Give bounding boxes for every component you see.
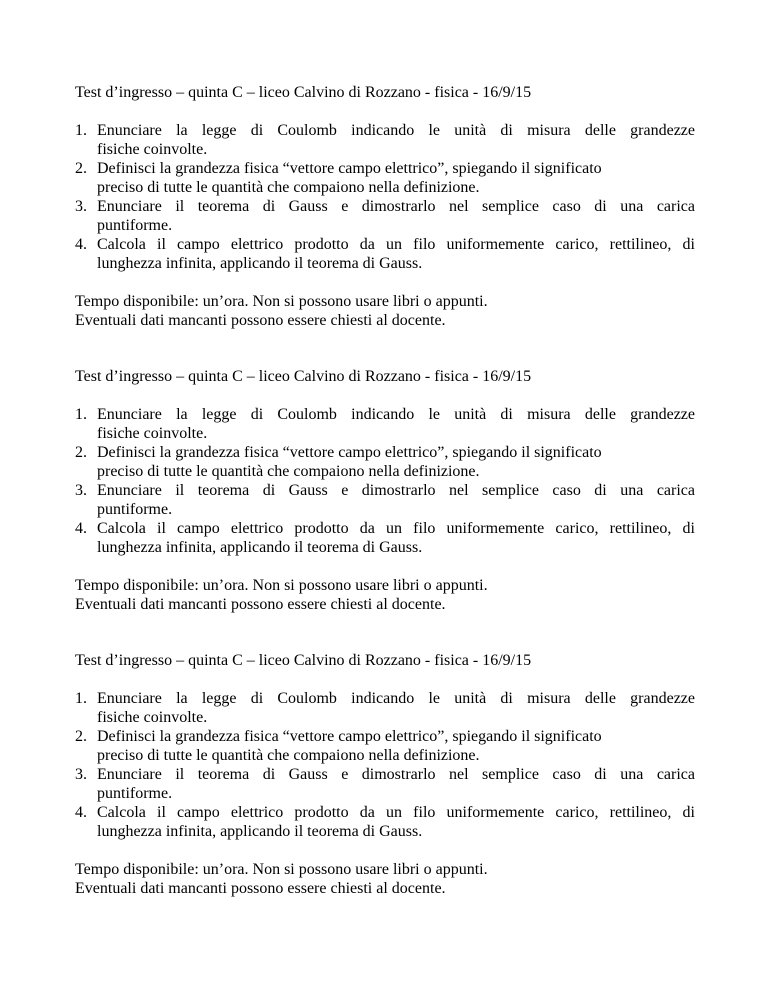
question-text <box>97 159 695 197</box>
question-list <box>75 121 695 273</box>
instructions <box>75 576 695 614</box>
question-item-1 <box>75 405 695 443</box>
question-item-4 <box>75 235 695 273</box>
question-number: 2. <box>75 728 87 745</box>
question-line: Calcola il campo elettrico prodotto da un filo uniformemente carico, rettilineo, di <box>97 236 695 253</box>
question-text <box>97 405 695 443</box>
question-list <box>75 689 695 841</box>
question-number: 3. <box>75 198 87 215</box>
question-line: fisiche coinvolte. <box>97 709 208 726</box>
test-title: Test d’ingresso – quinta C – liceo Calvino di Rozzano - fisica - 16/9/15 <box>75 368 532 385</box>
question-line: Enunciare la legge di Coulomb indicando le unità di misura delle grandezze <box>97 122 695 139</box>
question-number: 1. <box>75 406 87 423</box>
question-line: Calcola il campo elettrico prodotto da un filo uniformemente carico, rettilineo, di <box>97 804 695 821</box>
question-number: 3. <box>75 766 87 783</box>
question-text <box>97 727 695 765</box>
question-line: Definisci la grandezza fisica “vettore campo elettrico”, spiegando il significato <box>97 728 602 745</box>
missing-data-note: Eventuali dati mancanti possono essere chiesti al docente. <box>75 596 446 613</box>
question-number: 3. <box>75 482 87 499</box>
question-item-4 <box>75 803 695 841</box>
question-number: 4. <box>75 520 87 537</box>
question-line: Enunciare la legge di Coulomb indicando le unità di misura delle grandezze <box>97 406 695 423</box>
question-item-1 <box>75 689 695 727</box>
test-copy-2 <box>75 367 695 614</box>
question-text <box>97 519 695 557</box>
question-line: Definisci la grandezza fisica “vettore campo elettrico”, spiegando il significato <box>97 444 602 461</box>
question-text <box>97 121 695 159</box>
time-note: Tempo disponibile: un’ora. Non si possono usare libri o appunti. <box>75 293 488 310</box>
question-line: lunghezza infinita, applicando il teorema di Gauss. <box>97 823 423 840</box>
question-item-1 <box>75 121 695 159</box>
question-line: Calcola il campo elettrico prodotto da un filo uniformemente carico, rettilineo, di <box>97 520 695 537</box>
test-copy-3 <box>75 651 695 898</box>
question-line: lunghezza infinita, applicando il teorema di Gauss. <box>97 255 423 272</box>
question-number: 2. <box>75 444 87 461</box>
time-note: Tempo disponibile: un’ora. Non si possono usare libri o appunti. <box>75 861 488 878</box>
question-text <box>97 803 695 841</box>
question-text <box>97 235 695 273</box>
question-number: 1. <box>75 690 87 707</box>
question-line: Enunciare il teorema di Gauss e dimostrarlo nel semplice caso di una carica <box>97 482 695 499</box>
question-line: puntiforme. <box>97 785 173 802</box>
question-item-2 <box>75 727 695 765</box>
question-text <box>97 689 695 727</box>
question-item-4 <box>75 519 695 557</box>
instructions <box>75 292 695 330</box>
missing-data-note: Eventuali dati mancanti possono essere chiesti al docente. <box>75 312 446 329</box>
question-item-3 <box>75 197 695 235</box>
question-item-3 <box>75 481 695 519</box>
missing-data-note: Eventuali dati mancanti possono essere chiesti al docente. <box>75 880 446 897</box>
test-title: Test d’ingresso – quinta C – liceo Calvino di Rozzano - fisica - 16/9/15 <box>75 652 532 669</box>
question-number: 1. <box>75 122 87 139</box>
instructions <box>75 860 695 898</box>
time-note: Tempo disponibile: un’ora. Non si possono usare libri o appunti. <box>75 577 488 594</box>
question-item-2 <box>75 159 695 197</box>
question-line: puntiforme. <box>97 217 173 234</box>
question-item-3 <box>75 765 695 803</box>
question-line: Definisci la grandezza fisica “vettore campo elettrico”, spiegando il significato <box>97 160 602 177</box>
question-number: 2. <box>75 160 87 177</box>
test-copy-1 <box>75 83 695 330</box>
question-line: puntiforme. <box>97 501 173 518</box>
question-line: fisiche coinvolte. <box>97 141 208 158</box>
question-number: 4. <box>75 804 87 821</box>
question-item-2 <box>75 443 695 481</box>
question-text <box>97 443 695 481</box>
question-line: lunghezza infinita, applicando il teorema di Gauss. <box>97 539 423 556</box>
question-line: Enunciare la legge di Coulomb indicando le unità di misura delle grandezze <box>97 690 695 707</box>
question-line: fisiche coinvolte. <box>97 425 208 442</box>
question-line: preciso di tutte le quantità che compaiono nella definizione. <box>97 179 480 196</box>
question-text <box>97 197 695 235</box>
question-line: preciso di tutte le quantità che compaiono nella definizione. <box>97 463 480 480</box>
test-title: Test d’ingresso – quinta C – liceo Calvino di Rozzano - fisica - 16/9/15 <box>75 84 532 101</box>
question-list <box>75 405 695 557</box>
question-text <box>97 481 695 519</box>
question-line: preciso di tutte le quantità che compaiono nella definizione. <box>97 747 480 764</box>
question-number: 4. <box>75 236 87 253</box>
question-text <box>97 765 695 803</box>
question-line: Enunciare il teorema di Gauss e dimostrarlo nel semplice caso di una carica <box>97 198 695 215</box>
question-line: Enunciare il teorema di Gauss e dimostrarlo nel semplice caso di una carica <box>97 766 695 783</box>
